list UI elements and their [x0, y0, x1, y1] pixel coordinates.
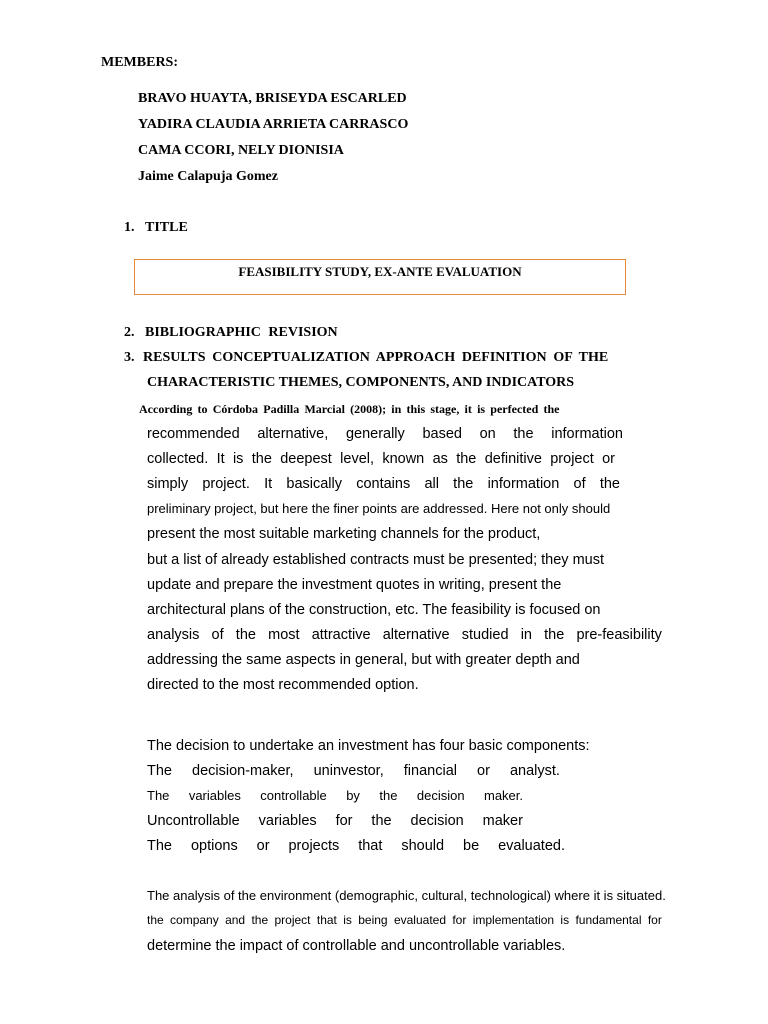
word: the — [544, 627, 565, 643]
word: alternative — [382, 627, 450, 643]
word: that — [316, 913, 337, 927]
word: the — [235, 627, 256, 643]
word: fundamental — [575, 913, 642, 927]
paragraph-line — [147, 763, 560, 779]
section-heading-1 — [124, 220, 188, 236]
paragraph-line: but a list of already established contracts must be presented; they must — [147, 552, 604, 568]
member-name: YADIRA CLAUDIA ARRIETA CARRASCO — [138, 117, 409, 132]
word: being — [358, 913, 388, 927]
word: the — [599, 476, 620, 492]
word: analysis — [147, 627, 200, 643]
word: is — [343, 913, 352, 927]
word: implementation — [472, 913, 555, 927]
word: information — [551, 426, 623, 442]
word: The — [147, 788, 170, 803]
word: decision — [416, 788, 465, 803]
word: and — [225, 913, 246, 927]
section-label: TITLE — [145, 220, 188, 235]
members-heading: MEMBERS: — [101, 55, 178, 70]
word: Uncontrollable — [147, 813, 240, 829]
word: contains — [356, 476, 411, 492]
paragraph-line — [147, 838, 565, 854]
word: all — [424, 476, 439, 492]
paragraph-line: preliminary project, but here the finer points are addressed. Here not only should — [147, 501, 611, 516]
word: pre-feasibility — [576, 627, 662, 643]
word: collected. — [147, 451, 209, 467]
word: maker — [482, 813, 523, 829]
word: basically — [286, 476, 342, 492]
member-name: Jaime Calapuja Gomez — [138, 169, 278, 184]
paragraph-line — [147, 627, 662, 643]
title-box-text: FEASIBILITY STUDY, EX-ANTE EVALUATION — [238, 264, 522, 279]
word: is — [232, 451, 244, 467]
word: project — [274, 913, 311, 927]
word: the — [456, 451, 477, 467]
section-label: BIBLIOGRAPHIC REVISION — [145, 325, 338, 340]
member-item — [124, 143, 344, 159]
word: the — [371, 813, 392, 829]
word: alternative, — [257, 426, 329, 442]
word: for — [647, 913, 662, 927]
word: variables — [188, 788, 241, 803]
word: should — [401, 838, 445, 854]
word: decision-maker, — [192, 763, 294, 779]
word: evaluated. — [498, 838, 565, 854]
word: definitive — [484, 451, 542, 467]
paragraph-line: The analysis of the environment (demographic, cultural, technological) where it is situated. — [147, 888, 666, 903]
word: The — [147, 763, 172, 779]
member-item — [124, 169, 278, 185]
word: studied — [461, 627, 509, 643]
word: options — [190, 838, 238, 854]
paragraph-line: architectural plans of the construction, etc. The feasibility is focused on — [147, 602, 601, 618]
word: recommended — [147, 426, 240, 442]
citation-line — [124, 402, 559, 417]
word: most — [268, 627, 300, 643]
word: project. — [202, 476, 250, 492]
word: the — [147, 913, 164, 927]
word: or — [256, 838, 270, 854]
word: decision — [410, 813, 464, 829]
member-name: CAMA CCORI, NELY DIONISIA — [138, 143, 344, 158]
paragraph-line: addressing the same aspects in general, but with greater depth and — [147, 652, 580, 668]
word: the — [251, 451, 272, 467]
word: analyst. — [509, 763, 560, 779]
member-name: BRAVO HUAYTA, BRISEYDA ESCARLED — [138, 91, 407, 106]
word: controllable — [260, 788, 327, 803]
paragraph-line — [147, 913, 662, 927]
paragraph-line: present the most suitable marketing channels for the product, — [147, 526, 541, 542]
paragraph-line — [147, 451, 615, 467]
word: of — [211, 627, 224, 643]
word: known — [382, 451, 425, 467]
word: It — [216, 451, 225, 467]
word: be — [463, 838, 480, 854]
title-box — [134, 259, 626, 295]
word: of — [573, 476, 586, 492]
word: or — [477, 763, 490, 779]
word: for — [452, 913, 467, 927]
word: simply — [147, 476, 189, 492]
word: project — [550, 451, 594, 467]
word: maker. — [483, 788, 523, 803]
section-label-line1: RESULTS CONCEPTUALIZATION APPROACH DEFINITION OF THE — [143, 350, 609, 365]
member-item — [124, 117, 408, 133]
section-number: 2. — [124, 325, 135, 340]
word: in — [520, 627, 532, 643]
paragraph-line: determine the impact of controllable and uncontrollable variables. — [147, 938, 566, 954]
word: level, — [340, 451, 375, 467]
word: based — [422, 426, 462, 442]
member-item — [124, 91, 407, 107]
word: the — [453, 476, 474, 492]
word: attractive — [311, 627, 371, 643]
word: uninvestor, — [313, 763, 384, 779]
paragraph-line — [147, 426, 623, 442]
section-heading-2 — [124, 325, 338, 341]
paragraph-line — [147, 813, 523, 829]
word: information — [487, 476, 560, 492]
paragraph-line — [147, 788, 523, 803]
citation-text: According to Córdoba Padilla Marcial (2008); in this stage, it is perfected the — [139, 402, 560, 416]
word: financial — [403, 763, 457, 779]
word: The — [147, 838, 172, 854]
word: generally — [345, 426, 405, 442]
word: It — [264, 476, 273, 492]
word: deepest — [280, 451, 332, 467]
paragraph-line: The decision to undertake an investment has four basic components: — [147, 738, 590, 754]
word: the — [513, 426, 534, 442]
word: company — [170, 913, 219, 927]
section-heading-3 — [124, 350, 650, 366]
word: the — [251, 913, 269, 927]
word: for — [335, 813, 353, 829]
paragraph-line — [147, 476, 620, 492]
paragraph-line: update and prepare the investment quotes in writing, present the — [147, 577, 562, 593]
word: by — [346, 788, 360, 803]
section-number: 3. — [124, 350, 135, 365]
section-label-line2: CHARACTERISTIC THEMES, COMPONENTS, AND INDICATORS — [147, 375, 575, 390]
word: as — [432, 451, 448, 467]
word: the — [379, 788, 398, 803]
paragraph-line: directed to the most recommended option. — [147, 677, 419, 693]
section-number: 1. — [124, 220, 135, 235]
word: projects — [288, 838, 340, 854]
word: evaluated — [393, 913, 446, 927]
word: variables — [258, 813, 317, 829]
word: or — [602, 451, 615, 467]
word: on — [479, 426, 496, 442]
word: that — [358, 838, 383, 854]
word: is — [560, 913, 570, 927]
